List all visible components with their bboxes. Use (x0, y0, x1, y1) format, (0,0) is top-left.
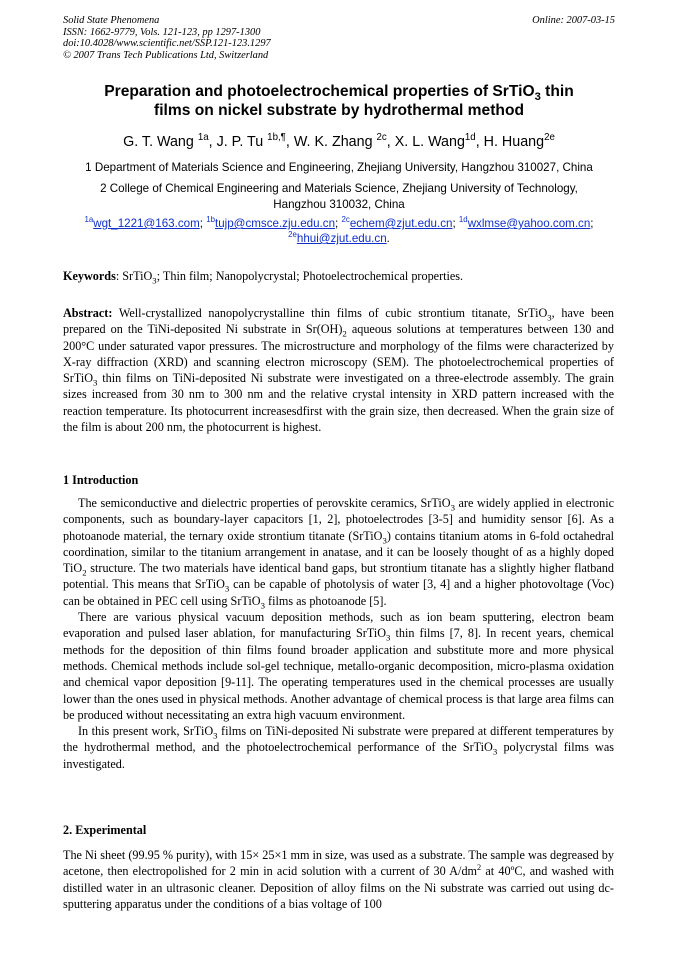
author-name: , J. P. Tu (208, 134, 268, 150)
paragraph-text: In this present work, SrTiO (78, 724, 214, 739)
subscript: 3 (260, 600, 265, 611)
subscript: 3 (492, 746, 498, 757)
paragraph-text: polycrystal films was investigated. (63, 740, 614, 771)
keywords-text: ; Thin film; Nanopolycrystal; Photoelectrochemical properties. (156, 269, 464, 283)
section-heading-introduction: 1 Introduction (63, 473, 139, 487)
experimental-body (63, 847, 614, 912)
subscript: 2 (342, 328, 347, 339)
superscript: 2 (477, 863, 482, 873)
email-separator: ; (452, 217, 456, 230)
subscript: 3 (152, 275, 157, 286)
email-link[interactable]: hhui@zjut.edu.cn (296, 232, 387, 245)
doi-line: doi:10.4028/www.scientific.net/SSP.121-123.1297 (63, 38, 271, 50)
paragraph-text: There are various physical vacuum deposition methods, such as ion beam sputtering, electron beam evaporation and pulsed laser ablation, for manufacturing SrTiO (63, 610, 614, 641)
email-separator: ; (335, 217, 339, 230)
paragraph-text: films as photoanode [5]. (264, 593, 387, 608)
keywords-text: : SrTiO (115, 269, 153, 283)
title-text: films on nickel substrate by hydrothermal method (154, 102, 524, 119)
author-name: G. T. Wang (123, 134, 198, 150)
abstract (63, 305, 614, 435)
email-mark: 2e (288, 230, 297, 240)
email-mark: 1d (458, 215, 468, 225)
affiliation-line: 2 College of Chemical Engineering and Materials Science, Zhejiang University of Technology, (100, 182, 578, 195)
paragraph-text: are widely applied in electronic components, such as boundary-layer capacitors [1, 2], photoelectrodes [3-5] and humidity sensor [6]. As a photoanode material, the ternary oxide strontium titanate (SrTiO (63, 496, 614, 543)
subscript: 3 (386, 632, 391, 643)
online-date: Online: 2007-03-15 (532, 15, 615, 26)
email-separator: ; (590, 217, 594, 230)
affiliation-line: Hangzhou 310032, China (273, 198, 405, 211)
abstract-text: Well-crystallized nanopolycrystalline thin films of cubic strontium titanate, SrTiO (112, 306, 548, 320)
keywords (63, 268, 614, 284)
abstract-text: thin films on TiNi-deposited Ni substrate were investigated on a three-electrode assembly. The grain sizes increased from 30 nm to 300 nm and the relative crystal intensity in XRD pattern increased with the reaction temperature. Its photocurrent increasesdfirst with the grain size, then decreased. When the grain size of the film is about 200 nm, the photocurrent is highest. (63, 371, 614, 435)
email-mark: 1b (206, 215, 215, 225)
email-separator: ; (199, 217, 203, 230)
author-list (63, 133, 615, 151)
paragraph-text: films on TiNi-deposited Ni substrate were prepared at different temperatures by the hydrothermal method, and the photoelectrochemical performance of the SrTiO (63, 724, 614, 755)
copyright-line: © 2007 Trans Tech Publications Ltd, Switzerland (63, 49, 269, 61)
author-affiliation-mark: 1d (464, 132, 476, 144)
paragraph-text: The Ni sheet (99.95 % purity), with 15× 25×1 mm in size, was used as a substrate. The sample was degreased by acetone, then electropolished for 2 min in acid solution with a current of 30 A/dm (63, 848, 614, 879)
paper-title (63, 82, 615, 120)
paragraph-text: thin films [7, 8]. In recent years, chemical methods for the deposition of thin films found broader application and substitute more and more physical methods. Chemical methods include sol-gel technique, metallo-organic decomposition, micro-plasma oxidation and chemical vapor deposition [9-11]. The operating temperatures used in the chemical processes are usually lower than the ones used in physical methods. Another advantage of chemical process is that large area films can be produced without necessitating an extra high vacuum environment. (63, 626, 615, 722)
section-heading-experimental: 2. Experimental (63, 823, 147, 837)
abstract-text: , have been prepared on the TiNi-deposited Ni substrate in Sr(OH) (63, 306, 614, 337)
paragraph (63, 847, 614, 912)
author-name: , H. Huang (475, 134, 545, 150)
paragraph-text: structure. The two materials have identical band gaps, but strontium titanate has a slightly higher flatband potential. This means that SrTiO (63, 561, 614, 592)
title-subscript: 3 (534, 91, 541, 104)
email-mark: 2c (341, 215, 350, 225)
email-link[interactable]: echem@zjut.edu.cn (349, 217, 453, 230)
subscript: 3 (224, 583, 230, 594)
author-name: , X. L. Wang (386, 134, 465, 150)
author-affiliation-mark: 2e (544, 132, 555, 144)
introduction-body (63, 495, 614, 772)
email-link[interactable]: wxlmse@yahoo.com.cn (467, 217, 591, 230)
author-name: , W. K. Zhang (285, 134, 377, 150)
author-emails (58, 216, 620, 246)
subscript: 3 (93, 377, 98, 388)
title-text: thin (540, 83, 574, 100)
email-mark: 1a (84, 215, 94, 225)
paragraph (63, 723, 614, 772)
subscript: 3 (382, 535, 387, 546)
affiliation-2 (58, 181, 620, 213)
paragraph (63, 609, 614, 723)
author-affiliation-mark: 2c (376, 132, 387, 144)
paragraph-text: The semiconductive and dielectric properties of perovskite ceramics, SrTiO (78, 496, 451, 510)
subscript: 2 (82, 567, 87, 578)
keywords-label: Keywords (63, 269, 116, 283)
affiliation-1: 1 Department of Materials Science and Engineering, Zhejiang University, Hangzhou 310027, China (85, 161, 593, 174)
abstract-label: Abstract: (63, 306, 113, 320)
email-link[interactable]: tujp@cmsce.zju.edu.cn (214, 217, 336, 230)
paragraph-text: can be capable of photolysis of water [3, 4] and a higher photovoltage (Voc) can be obtained in PEC cell using SrTiO (63, 577, 614, 608)
email-link[interactable]: wgt_1221@163.com (93, 217, 200, 230)
subscript: 3 (450, 502, 455, 513)
paragraph-text: ) contains titanium atoms in 6-fold octahedral coordination, similar to the titanium arrangement in anatase, and it can be loosely thought of as a highly doped TiO (63, 528, 614, 576)
author-affiliation-mark: 1b,¶ (267, 132, 286, 144)
issn-line: ISSN: 1662-9779, Vols. 121-123, pp 1297-1300 (63, 26, 261, 38)
paragraph-text: at 40ºC, and washed with distilled water in an ultrasonic cleaner. Deposition of alloy films on the Ni substrate was carried out using dc-sputtering apparatus under the conditions of a bias voltage of 100 (63, 864, 614, 911)
subscript: 3 (547, 312, 552, 323)
journal-header (63, 15, 271, 61)
email-separator: . (386, 232, 390, 245)
paragraph (63, 495, 614, 609)
journal-name: Solid State Phenomena (63, 15, 160, 26)
title-text: Preparation and photoelectrochemical properties of SrTiO (104, 83, 535, 100)
author-affiliation-mark: 1a (197, 132, 209, 144)
subscript: 3 (213, 730, 218, 741)
abstract-text: aqueous solutions at temperatures between 130 and 200°C under saturated vapor pressures. The microstructure and morphology of the films were characterized by X-ray diffraction (XRD) and scanning electron microscopy (SEM). The photoelectrochemical properties of SrTiO (63, 322, 615, 386)
